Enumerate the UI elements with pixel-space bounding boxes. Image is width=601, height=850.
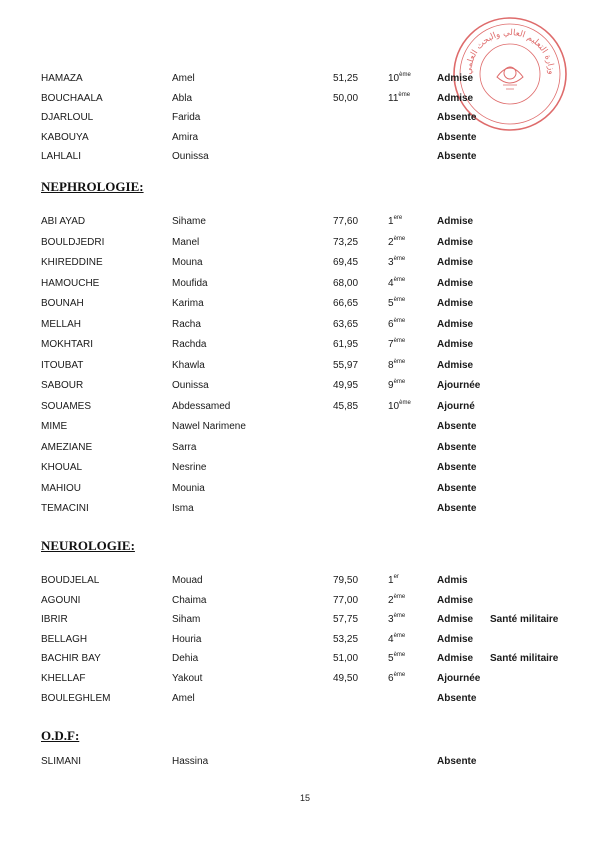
result-cell: Ajourné bbox=[437, 400, 475, 412]
score-cell: 50,00 bbox=[333, 92, 359, 104]
result-cell: Admise bbox=[437, 614, 474, 626]
rank-cell bbox=[388, 613, 405, 627]
result-cell: Admise bbox=[437, 257, 474, 268]
result-cell: Absente bbox=[437, 112, 477, 123]
rank-suffix: ere bbox=[393, 215, 403, 221]
rank-number: 3 bbox=[388, 257, 394, 268]
table-row bbox=[0, 318, 601, 336]
result-cell: Absente bbox=[437, 131, 477, 143]
svg-text:وزارة التعليم العالي والبحث ال: وزارة التعليم العالي والبحث العلمي bbox=[463, 27, 557, 75]
result-cell: Absente bbox=[437, 692, 477, 704]
first-name-cell: Amel bbox=[172, 73, 195, 84]
last-name-cell: SABOUR bbox=[41, 380, 84, 391]
first-name-cell: Dehia bbox=[172, 653, 199, 665]
rank-number: 1 bbox=[388, 575, 394, 586]
rank-suffix: ème bbox=[393, 358, 406, 365]
first-name-cell: Mouad bbox=[172, 575, 203, 586]
result-cell: Ajournée bbox=[437, 673, 481, 684]
result-cell: Admise bbox=[437, 653, 474, 665]
last-name-cell: TEMACINI bbox=[41, 503, 89, 514]
rank-suffix: ème bbox=[399, 399, 411, 406]
score-cell: 61,95 bbox=[333, 339, 359, 350]
note-cell: Santé militaire bbox=[490, 614, 559, 626]
rank-cell bbox=[388, 672, 405, 686]
last-name-cell: BOUCHAALA bbox=[41, 92, 103, 104]
result-cell: Absente bbox=[437, 441, 477, 453]
last-name-cell: DJARLOUL bbox=[41, 112, 94, 123]
section-title: O.D.F: bbox=[41, 728, 80, 743]
first-name-cell: Karima bbox=[172, 298, 204, 309]
rank-cell bbox=[388, 318, 405, 332]
table-row bbox=[0, 236, 601, 254]
result-cell: Absente bbox=[437, 482, 477, 494]
rank-suffix: ème bbox=[393, 613, 406, 620]
table-row bbox=[0, 277, 601, 295]
rank-suffix: ème bbox=[393, 297, 406, 303]
result-cell: Absente bbox=[437, 151, 477, 162]
rank-cell bbox=[388, 215, 402, 229]
rank-suffix: ème bbox=[393, 338, 406, 344]
table-row bbox=[0, 755, 601, 773]
last-name-cell: MELLAH bbox=[41, 318, 82, 330]
first-name-cell: Abla bbox=[172, 92, 193, 104]
first-name-cell: Hassina bbox=[172, 756, 209, 767]
table-row bbox=[0, 131, 601, 149]
result-cell: Admise bbox=[437, 216, 474, 227]
result-cell: Admise bbox=[437, 339, 474, 350]
rank-cell bbox=[388, 297, 405, 311]
rank-number: 7 bbox=[388, 339, 394, 350]
table-row bbox=[0, 72, 601, 90]
last-name-cell: BACHIR BAY bbox=[41, 653, 101, 665]
rank-suffix: ème bbox=[393, 632, 406, 639]
result-cell: Absente bbox=[437, 421, 477, 432]
first-name-cell: Chaima bbox=[172, 594, 207, 606]
first-name-cell: Nawel Narimene bbox=[172, 421, 246, 432]
last-name-cell: IBRIR bbox=[41, 614, 68, 626]
score-cell: 57,75 bbox=[333, 614, 359, 626]
rank-number: 1 bbox=[388, 216, 394, 227]
score-cell: 51,00 bbox=[333, 653, 359, 665]
score-cell: 77,00 bbox=[333, 594, 359, 606]
result-cell: Absente bbox=[437, 462, 477, 473]
rank-suffix: ème bbox=[393, 256, 406, 262]
table-row bbox=[0, 441, 601, 459]
table-row bbox=[0, 633, 601, 651]
rank-number: 5 bbox=[388, 298, 394, 309]
rank-number: 11 bbox=[388, 92, 399, 104]
rank-number: 9 bbox=[388, 380, 394, 391]
last-name-cell: KHIREDDINE bbox=[41, 257, 103, 268]
rank-suffix: ème bbox=[393, 276, 406, 283]
last-name-cell: MIME bbox=[41, 421, 68, 432]
rank-number: 8 bbox=[388, 359, 394, 371]
result-cell: Ajournée bbox=[437, 380, 481, 391]
result-cell: Admise bbox=[437, 92, 474, 104]
score-cell: 77,60 bbox=[333, 216, 359, 227]
result-cell: Absente bbox=[437, 503, 477, 514]
first-name-cell: Amira bbox=[172, 131, 199, 143]
first-name-cell: Mounia bbox=[172, 482, 205, 494]
rank-number: 10 bbox=[388, 400, 400, 412]
score-cell: 63,65 bbox=[333, 318, 359, 330]
section-title: NEUROLOGIE: bbox=[41, 538, 135, 553]
rank-cell bbox=[388, 359, 405, 373]
first-name-cell: Moufida bbox=[172, 277, 208, 289]
score-cell: 49,95 bbox=[333, 380, 359, 391]
rank-suffix: ème bbox=[393, 672, 406, 678]
score-cell: 73,25 bbox=[333, 236, 359, 248]
rank-cell bbox=[388, 256, 405, 270]
table-row bbox=[0, 256, 601, 274]
last-name-cell: AMEZIANE bbox=[41, 441, 93, 453]
score-cell: 55,97 bbox=[333, 359, 359, 371]
first-name-cell: Ounissa bbox=[172, 380, 209, 391]
result-cell: Admis bbox=[437, 575, 468, 586]
rank-suffix: ème bbox=[393, 652, 406, 659]
first-name-cell: Racha bbox=[172, 318, 201, 330]
first-name-cell: Isma bbox=[172, 503, 194, 514]
table-row bbox=[0, 150, 601, 168]
first-name-cell: Manel bbox=[172, 236, 200, 248]
score-cell: 66,65 bbox=[333, 298, 359, 309]
rank-suffix: ème bbox=[393, 593, 406, 600]
table-row bbox=[0, 359, 601, 377]
result-cell: Admise bbox=[437, 236, 474, 248]
last-name-cell: ABI AYAD bbox=[41, 216, 86, 227]
rank-number: 2 bbox=[388, 594, 394, 606]
rank-suffix: ème bbox=[393, 379, 406, 385]
rank-cell bbox=[388, 400, 411, 414]
last-name-cell: MOKHTARI bbox=[41, 339, 94, 350]
first-name-cell: Ounissa bbox=[172, 151, 209, 162]
first-name-cell: Abdessamed bbox=[172, 400, 231, 412]
note-cell: Santé militaire bbox=[490, 653, 559, 665]
last-name-cell: AGOUNI bbox=[41, 594, 81, 606]
first-name-cell: Yakout bbox=[172, 673, 203, 684]
result-cell: Admise bbox=[437, 594, 474, 606]
rank-cell bbox=[388, 633, 405, 647]
rank-cell bbox=[388, 594, 405, 608]
page-number: 15 bbox=[300, 793, 311, 803]
result-cell: Admise bbox=[437, 277, 474, 289]
first-name-cell: Houria bbox=[172, 633, 202, 645]
rank-number: 2 bbox=[388, 236, 394, 248]
first-name-cell: Nesrine bbox=[172, 462, 207, 473]
rank-suffix: ème bbox=[393, 317, 406, 324]
last-name-cell: MAHIOU bbox=[41, 482, 81, 494]
table-row bbox=[0, 652, 601, 670]
score-cell: 69,45 bbox=[333, 257, 359, 268]
table-row bbox=[0, 379, 601, 397]
last-name-cell: SLIMANI bbox=[41, 756, 82, 767]
rank-number: 3 bbox=[388, 614, 394, 626]
rank-suffix: ème bbox=[398, 91, 411, 98]
first-name-cell: Sihame bbox=[172, 216, 206, 227]
last-name-cell: SOUAMES bbox=[41, 400, 92, 412]
table-row bbox=[0, 574, 601, 592]
table-row bbox=[0, 594, 601, 612]
table-row bbox=[0, 400, 601, 418]
first-name-cell: Khawla bbox=[172, 359, 205, 371]
rank-suffix: er bbox=[393, 574, 399, 580]
rank-number: 6 bbox=[388, 318, 394, 330]
last-name-cell: ITOUBAT bbox=[41, 359, 84, 371]
score-cell: 49,50 bbox=[333, 673, 359, 684]
table-row bbox=[0, 420, 601, 438]
rank-number: 4 bbox=[388, 277, 394, 289]
score-cell: 79,50 bbox=[333, 575, 359, 586]
last-name-cell: KABOUYA bbox=[41, 131, 89, 143]
first-name-cell: Sarra bbox=[172, 441, 197, 453]
first-name-cell: Mouna bbox=[172, 257, 203, 268]
rank-number: 10 bbox=[388, 73, 400, 84]
first-name-cell: Siham bbox=[172, 614, 201, 626]
last-name-cell: BOUNAH bbox=[41, 298, 84, 309]
table-row bbox=[0, 338, 601, 356]
last-name-cell: HAMAZA bbox=[41, 73, 83, 84]
rank-cell bbox=[388, 652, 405, 666]
result-cell: Admise bbox=[437, 318, 474, 330]
table-row bbox=[0, 297, 601, 315]
rank-number: 4 bbox=[388, 633, 394, 645]
table-row bbox=[0, 111, 601, 129]
last-name-cell: KHOUAL bbox=[41, 462, 83, 473]
rank-cell bbox=[388, 236, 405, 250]
last-name-cell: BELLAGH bbox=[41, 633, 88, 645]
result-cell: Admise bbox=[437, 633, 474, 645]
last-name-cell: BOUDJELAL bbox=[41, 575, 100, 586]
table-row bbox=[0, 92, 601, 110]
rank-cell bbox=[388, 72, 411, 86]
rank-cell bbox=[388, 379, 405, 393]
table-row bbox=[0, 461, 601, 479]
last-name-cell: KHELLAF bbox=[41, 673, 86, 684]
rank-cell bbox=[388, 92, 410, 106]
score-cell: 51,25 bbox=[333, 73, 359, 84]
result-cell: Admise bbox=[437, 359, 474, 371]
score-cell: 68,00 bbox=[333, 277, 359, 289]
table-row bbox=[0, 692, 601, 710]
result-cell: Admise bbox=[437, 73, 474, 84]
first-name-cell: Amel bbox=[172, 692, 195, 704]
table-row bbox=[0, 482, 601, 500]
rank-cell bbox=[388, 338, 405, 352]
first-name-cell: Farida bbox=[172, 112, 201, 123]
first-name-cell: Rachda bbox=[172, 339, 207, 350]
rank-number: 6 bbox=[388, 673, 394, 684]
section-title: NEPHROLOGIE: bbox=[41, 179, 144, 194]
rank-number: 5 bbox=[388, 653, 394, 665]
last-name-cell: LAHLALI bbox=[41, 151, 82, 162]
rank-cell bbox=[388, 277, 405, 291]
last-name-cell: HAMOUCHE bbox=[41, 277, 100, 289]
table-row bbox=[0, 502, 601, 520]
rank-cell bbox=[388, 574, 399, 588]
table-row bbox=[0, 672, 601, 690]
score-cell: 53,25 bbox=[333, 633, 359, 645]
rank-suffix: ème bbox=[393, 235, 406, 242]
last-name-cell: BOULEGHLEM bbox=[41, 692, 111, 704]
score-cell: 45,85 bbox=[333, 400, 359, 412]
last-name-cell: BOULDJEDRI bbox=[41, 236, 105, 248]
table-row bbox=[0, 215, 601, 233]
rank-suffix: ème bbox=[399, 72, 411, 78]
table-row bbox=[0, 613, 601, 631]
result-cell: Admise bbox=[437, 298, 474, 309]
result-cell: Absente bbox=[437, 756, 477, 767]
